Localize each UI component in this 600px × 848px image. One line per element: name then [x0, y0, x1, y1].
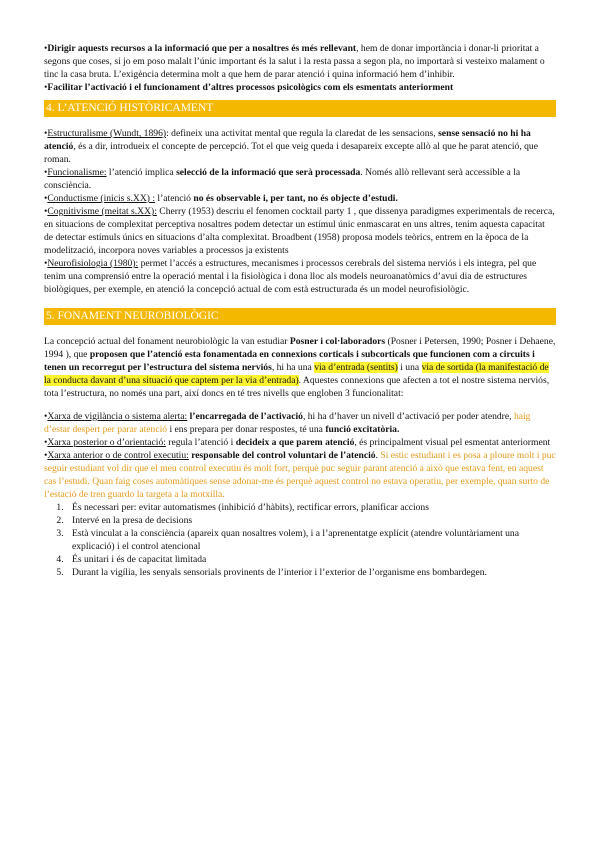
behaviorism-label: Conductisme (inicis s.XX) : — [47, 193, 156, 204]
para-text-1: La concepció actual del fonament neurobiològic la van estudiar — [44, 336, 288, 347]
list-item: 3. Està vinculat a la consciència (apareix quan nosaltres volem), i a l’aprenentatge explícit (atendre voluntàriament una explicació) i el control atencional — [66, 527, 556, 553]
item-functionalism: •Funcionalisme: l’atenció implica selecció de la informació que serà processada. Només allò rellevant serà accessible a la consciència. — [44, 167, 521, 191]
network-orientation: •Xarxa posterior o d’orientació: regula l’atenció i decideix a que parem atenció, és principalment visual pel esmentat anteriorment — [44, 437, 551, 448]
intro-bullet-2: •Facilitar l’activació i el funcionament d’altres processos psicològics com els esmentats anteriorment — [44, 82, 454, 93]
neurophysiology-label: Neurofisiologia (1980): — [47, 258, 139, 269]
list-item: 5. Durant la vigília, les senyals sensorials provinents de l’interior i l’exterior de l’organisme ens bombardegen. — [66, 566, 556, 579]
intro-bullet-1: •Dirigir aquests recursos a la informació que per a nosaltres és més rellevant, hem de donar importància i donar-li prioritat a segons que coses, si jo em poso malalt l’únic important és la salut i la resta passa a segon pla, no importarà si vesteixo malament o tinc la casa bruta. L’exigència determina molt a que hem de parar atenció i quina informació hem d’inhibir. — [44, 43, 545, 80]
intro-bullet-1-text: , hem de donar importància i donar-li prioritat a segons que coses, si jo em poso malalt l’únic important és la salut i la resta passa a segon pla, no importarà si vesteixo malament o tinc la casa bruta. L’exigència determina molt a que hem de parar atenció i quina informació hem d’inhibir. — [44, 43, 545, 80]
network-alert: •Xarxa de vigilància o sistema alerta: l’encarregada de l’activació, hi ha d’haver un nivell d’activació per poder atendre, haig d’estar despert per parar atenció i ens prepara per donar respostes, té una funció excitatòria. — [44, 411, 531, 435]
orientation-network-label: Xarxa posterior o d’orientació: — [47, 437, 166, 448]
list-item: 1. És necessari per: evitar automatismes (inhibició d’hàbits), rectificar errors, planificar accions — [66, 501, 556, 514]
executive-network-text: . — [375, 450, 378, 461]
alert-network-text-1: , hi ha d’haver un nivell d’activació per poder atendre, — [302, 411, 512, 422]
executive-network-bold: responsable del control voluntari de l’atenció — [191, 450, 376, 461]
item-behaviorism: •Conductisme (inicis s.XX) : l’atenció no és observable i, per tant, no és objecte d’estudi. — [44, 193, 398, 204]
para-bold-authors: Posner i col·laboradors — [289, 336, 386, 347]
alert-network-label: Xarxa de vigilància o sistema alerta: — [47, 411, 188, 422]
highlight-output-path: via de sortida (la manifestació de la conducta davant d’una situació que captem per la via d’entrada) — [44, 362, 549, 386]
alert-network-bold-2: funció excitatòria. — [325, 424, 400, 435]
structuralism-bold: sense sensació no hi ha atenció — [44, 128, 531, 152]
functionalism-text-1: l’atenció implica — [106, 167, 174, 178]
behaviorism-text-1: l’atenció — [155, 193, 191, 204]
highlight-input-path: via d’entrada (sentits) — [314, 362, 398, 373]
alert-network-text-2: i ens prepara per donar respostes, té una — [167, 424, 323, 435]
orientation-network-text-2: , és principalment visual pel esmentat anteriorment — [354, 437, 551, 448]
list-item: 2. Intervé en la presa de decisions — [66, 514, 556, 527]
executive-features-list — [44, 501, 556, 579]
neurobiology-paragraph — [44, 335, 556, 400]
para-text-4: i una — [397, 362, 420, 373]
intro-bullet-1-bold: Dirigir aquests recursos a la informació que per a nosaltres és més rellevant — [47, 43, 357, 54]
structuralism-text-1: : defineix una activitat mental que regula la claredat de les sensacions, — [166, 128, 436, 139]
para-bold-proposal: proposen que l’atenció esta fonamentada en connexions corticals i subcorticals que funcionen com a circuits i tenen un recorregut per l’estructura del sistema nerviós — [44, 349, 535, 373]
item-neurophysiology: •Neurofisiologia (1980): permet l’accés a estructures, mecanismes i processos cerebrals del sistema nerviós i els integra, pel que tenim una comprensió entre la operació mental i la fisiològica i dona lloc als models neuroanatòmics d’avui dia de estructures biològiques, per exemple, en atenció la concepció actual de com està estructurada és un model neurofisiològic. — [44, 258, 537, 295]
alert-network-bold-1: l’encarregada de l’activació — [189, 411, 303, 422]
intro-bullet-2-bold: Facilitar l’activació i el funcionament d’altres processos psicològics com els esmentats anteriorment — [47, 82, 454, 93]
structuralism-text-2: , és a dir, introdueix el concepte de percepció. Tot el que veig queda i desapareix excepte allò al que he parat atenció, que roman. — [44, 141, 538, 165]
section-5-heading: 5. FONAMENT NEUROBIOLÒGIC — [44, 308, 556, 325]
cognitivism-label: Cognitivisme (meitat s.XX): — [47, 206, 157, 217]
functionalism-label: Funcionalisme: — [47, 167, 107, 178]
executive-network-example: Si estic estudiant i es posa a ploure molt i puc seguir estudiant vol dir que el meu control executiu és molt fort, perquè puc seguir parant atenció a això que estava fent, en aquest cas l’estudi. Quan faig coses automàtiques sense adonar-me és perquè aquest control no estava operatiu, per exemple, quan surto de l’estació de tren guardo la targeta a la motxilla. — [44, 450, 556, 500]
orientation-network-bold: decideix a que parem atenció — [235, 437, 355, 448]
structuralism-label: Estructuralisme (Wundt, 1896) — [47, 128, 167, 139]
list-item: 4. És unitari i és de capacitat limitada — [66, 553, 556, 566]
executive-network-label: Xarxa anterior o de control executiu: — [47, 450, 189, 461]
para-text-2: (Posner i Petersen, 1990; Posner i Dehaene, 1994 ), que — [44, 336, 556, 360]
neurophysiology-text: permet l’accés a estructures, mecanismes i processos cerebrals del sistema nerviós i els integra, pel que tenim una comprensió entre la operació mental i la fisiològica i dona lloc als models neuroanatòmics d’avui dia de estructures biològiques, per exemple, en atenció la concepció actual de com està estructurada és un model neurofisiològic. — [44, 258, 537, 295]
alert-network-example: haig d’estar despert per parar atenció — [44, 411, 531, 435]
item-cognitivism: •Cognitivisme (meitat s.XX): Cherry (1953) descriu el fenomen cocktail party 1 , que dissenya paradigmes experimentals de recerca, en situacions de complexitat perceptiva nosaltres podem detectar un estímul únic enmascarat en uns altres, tenim aquesta capacitat de detectar estímuls únics en situacions d’alta complexitat. Broadbent (1958) proposa models teòrics, entrem en la època de la modelització, incorpora noves variables a processos ja existents — [44, 206, 555, 256]
functionalism-text-2: . Només allò rellevant serà accessible a la consciència. — [44, 167, 521, 191]
network-executive: •Xarxa anterior o de control executiu: responsable del control voluntari de l’atenció. Si estic estudiant i es posa a ploure molt i puc seguir estudiant vol dir que el meu control executiu és molt fort, perquè puc seguir parant atenció a això que estava fent, en aquest cas l’estudi. Quan faig coses automàtiques sense adonar-me és perquè aquest control no estava operatiu, per exemple, quan surto de l’estació de tren guardo la targeta a la motxilla. — [44, 450, 556, 500]
para-text-3: , hi ha una — [271, 362, 312, 373]
para-text-5: . Aquestes connexions que afecten a tot el nostre sistema nerviós, tota l’estructura, no només una part, així doncs en té tres nivells que engloben 3 funcionalitat: — [44, 375, 550, 399]
functionalism-bold: selecció de la informació que serà processada — [176, 167, 361, 178]
orientation-network-text-1: regula l’atenció i — [165, 437, 234, 448]
behaviorism-bold: no és observable i, per tant, no és objecte d’estudi. — [193, 193, 398, 204]
item-structuralism: •Estructuralisme (Wundt, 1896): defineix una activitat mental que regula la claredat de les sensacions, sense sensació no hi ha atenció, és a dir, introdueix el concepte de percepció. Tot el que veig queda i desapareix excepte allò al que he parat atenció, que roman. — [44, 128, 538, 165]
cognitivism-text: Cherry (1953) descriu el fenomen cocktail party 1 , que dissenya paradigmes experimentals de recerca, en situacions de complexitat perceptiva nosaltres podem detectar un estímul únic enmascarat en uns altres, tenim aquesta capacitat de detectar estímuls únics en situacions d’alta complexitat. Broadbent (1958) proposa models teòrics, entrem en la època de la modelització, incorpora noves variables a processos ja existents — [44, 206, 555, 256]
section-4-heading: 4. L’ATENCIÓ HISTÒRICAMENT — [44, 100, 556, 117]
